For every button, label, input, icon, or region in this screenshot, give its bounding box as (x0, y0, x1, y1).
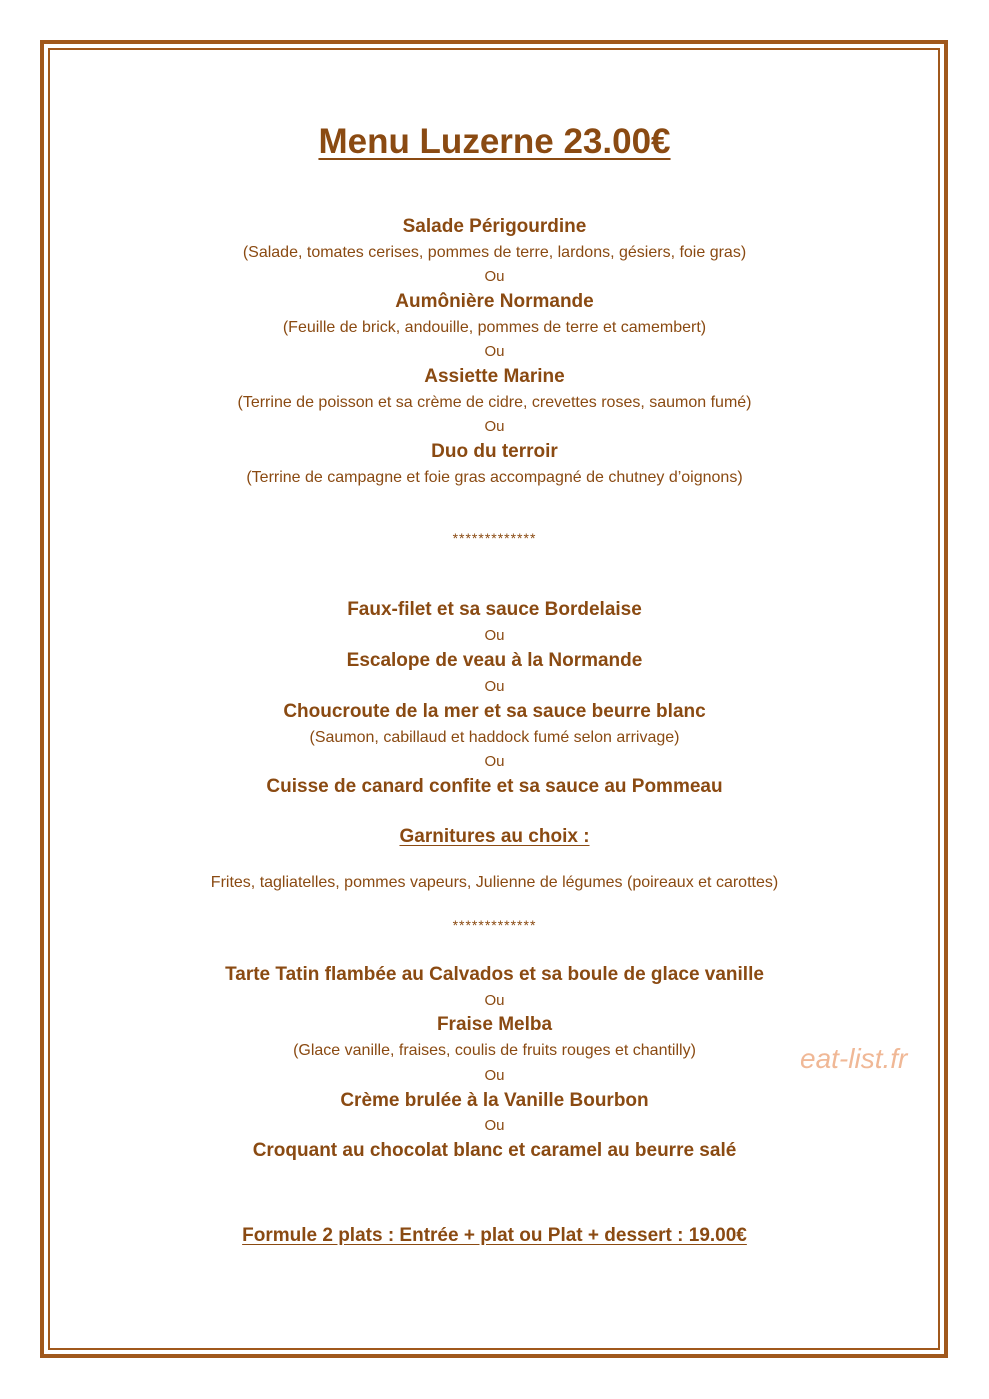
starter-name: Aumônière Normande (395, 291, 594, 312)
main-course-description: (Saumon, cabillaud et haddock fumé selon arrivage) (309, 729, 680, 746)
main-course-name: Choucroute de la mer et sa sauce beurre blanc (283, 701, 706, 722)
or-separator: Ou (484, 992, 505, 1009)
dessert-name: Croquant au chocolat blanc et caramel au beurre salé (252, 1140, 737, 1161)
or-separator: Ou (484, 418, 505, 435)
starter-description: (Salade, tomates cerises, pommes de terre, lardons, gésiers, foie gras) (242, 244, 747, 261)
or-separator: Ou (484, 268, 505, 285)
main-course-name: Cuisse de canard confite et sa sauce au Pommeau (266, 776, 723, 797)
or-separator: Ou (484, 753, 505, 770)
sides-heading: Garnitures au choix : (399, 826, 590, 847)
dessert-description: (Glace vanille, fraises, coulis de fruits rouges et chantilly) (293, 1042, 696, 1059)
sides-list: Frites, tagliatelles, pommes vapeurs, Julienne de légumes (poireaux et carottes) (210, 874, 779, 891)
starter-description: (Feuille de brick, andouille, pommes de terre et camembert) (282, 319, 707, 336)
main-course-name: Faux-filet et sa sauce Bordelaise (347, 599, 642, 620)
menu-title: Menu Luzerne 23.00€ (318, 122, 671, 161)
dessert-name: Crème brulée à la Vanille Bourbon (340, 1090, 649, 1111)
starter-description: (Terrine de campagne et foie gras accompagné de chutney d’oignons) (246, 469, 743, 486)
starter-name: Assiette Marine (424, 366, 565, 387)
starter-description: (Terrine de poisson et sa crème de cidre, crevettes roses, saumon fumé) (237, 394, 752, 411)
or-separator: Ou (484, 1067, 505, 1084)
or-separator: Ou (484, 678, 505, 695)
or-separator: Ou (484, 343, 505, 360)
section-separator: ************* (452, 917, 537, 933)
section-separator: ************* (452, 530, 537, 546)
starter-name: Salade Périgourdine (402, 216, 587, 237)
dessert-name: Tarte Tatin flambée au Calvados et sa boule de glace vanille (225, 964, 764, 985)
dessert-name: Fraise Melba (436, 1014, 553, 1035)
starter-name: Duo du terroir (431, 441, 558, 462)
or-separator: Ou (484, 627, 505, 644)
or-separator: Ou (484, 1117, 505, 1134)
watermark: eat-list.fr (800, 1043, 908, 1074)
main-course-name: Escalope de veau à la Normande (346, 650, 643, 671)
formula-offer: Formule 2 plats : Entrée + plat ou Plat + dessert : 19.00€ (242, 1225, 747, 1246)
